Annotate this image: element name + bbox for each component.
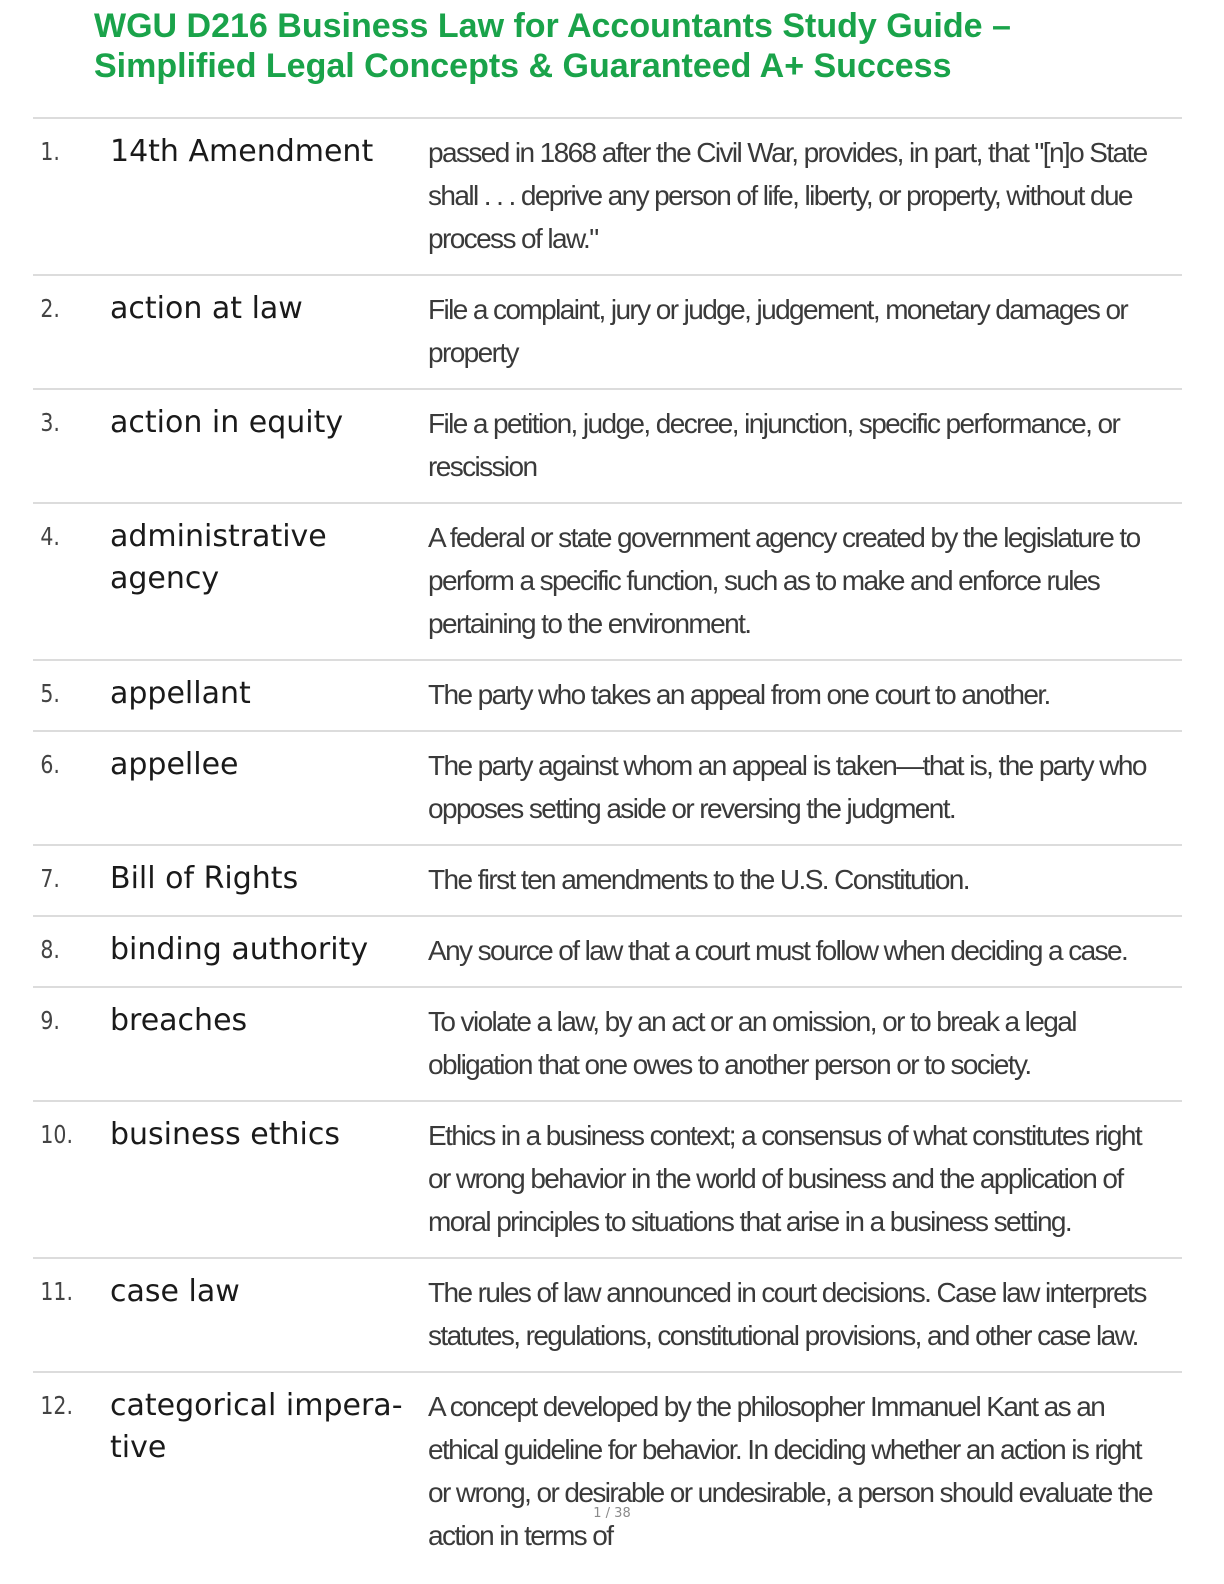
entry-term: business ethics (110, 1117, 340, 1152)
page-number: 1 / 38 (593, 1506, 631, 1521)
entry-number: 10. (40, 1120, 73, 1149)
entry-number: 1. (40, 137, 60, 166)
entry-term: case law (110, 1274, 240, 1309)
glossary-row (33, 1102, 1182, 1259)
entry-definition: The party who takes an appeal from one court to another. (428, 679, 1050, 710)
entry-definition: Ethics in a business context; a consensus of what constitutes right or wrong behavior in the world of business and the application of moral principles to situations that arise in a business setting. (428, 1120, 1142, 1237)
glossary-row (33, 661, 1182, 732)
entry-definition: The party against whom an appeal is taken—that is, the party who opposes setting aside or reversing the judgment. (428, 750, 1146, 824)
entry-number: 5. (40, 679, 60, 708)
entry-definition: Any source of law that a court must follow when deciding a case. (428, 935, 1128, 966)
entry-term: appellant (110, 676, 251, 711)
glossary-row (33, 988, 1182, 1102)
glossary-table (33, 117, 1182, 1571)
entry-number: 11. (40, 1277, 73, 1306)
glossary-row (33, 732, 1182, 846)
entry-term: binding authority (110, 932, 369, 967)
glossary-row (33, 846, 1182, 917)
entry-number: 3. (40, 408, 60, 437)
glossary-row (33, 1373, 1182, 1571)
entry-term: administrative agency (110, 519, 327, 596)
document-title: WGU D216 Business Law for Accountants Study Guide – Simplified Legal Concepts & Guaranteed A+ Success (94, 7, 1011, 85)
entry-number: 9. (40, 1006, 60, 1035)
entry-term: categorical impera-tive (110, 1388, 403, 1465)
entry-term: action in equity (110, 405, 344, 440)
glossary-row (33, 119, 1182, 276)
entry-term: appellee (110, 747, 239, 782)
entry-number: 2. (40, 294, 60, 323)
entry-definition: File a petition, judge, decree, injunction, specific performance, or rescission (428, 408, 1120, 482)
entry-definition: passed in 1868 after the Civil War, provides, in part, that "[n]o State shall . . . deprive any person of life, liberty, or property, without due process of law." (428, 137, 1147, 254)
glossary-row (33, 1259, 1182, 1373)
entry-definition: File a complaint, jury or judge, judgement, monetary damages or property (428, 294, 1128, 368)
entry-term: Bill of Rights (110, 861, 299, 896)
glossary-row (33, 917, 1182, 988)
entry-definition: A concept developed by the philosopher Immanuel Kant as an ethical guideline for behavior. In deciding whether an action is right or wrong, or desirable or undesirable, a person should evaluate the action in terms of (428, 1391, 1152, 1551)
entry-definition: The rules of law announced in court decisions. Case law interprets statutes, regulations, constitutional provisions, and other case law. (428, 1277, 1146, 1351)
entry-number: 12. (40, 1391, 73, 1420)
entry-term: breaches (110, 1003, 248, 1038)
entry-number: 8. (40, 935, 60, 964)
entry-number: 4. (40, 522, 60, 551)
entry-definition: A federal or state government agency created by the legislature to perform a specific function, such as to make and enforce rules pertaining to the environment. (428, 522, 1140, 639)
entry-definition: To violate a law, by an act or an omission, or to break a legal obligation that one owes to another person or to society. (428, 1006, 1076, 1080)
entry-term: 14th Amendment (110, 134, 374, 169)
glossary-row (33, 504, 1182, 661)
entry-term: action at law (110, 291, 303, 326)
entry-number: 7. (40, 864, 60, 893)
entry-number: 6. (40, 750, 60, 779)
glossary-row (33, 276, 1182, 390)
glossary-row (33, 390, 1182, 504)
entry-definition: The first ten amendments to the U.S. Constitution. (428, 864, 969, 895)
